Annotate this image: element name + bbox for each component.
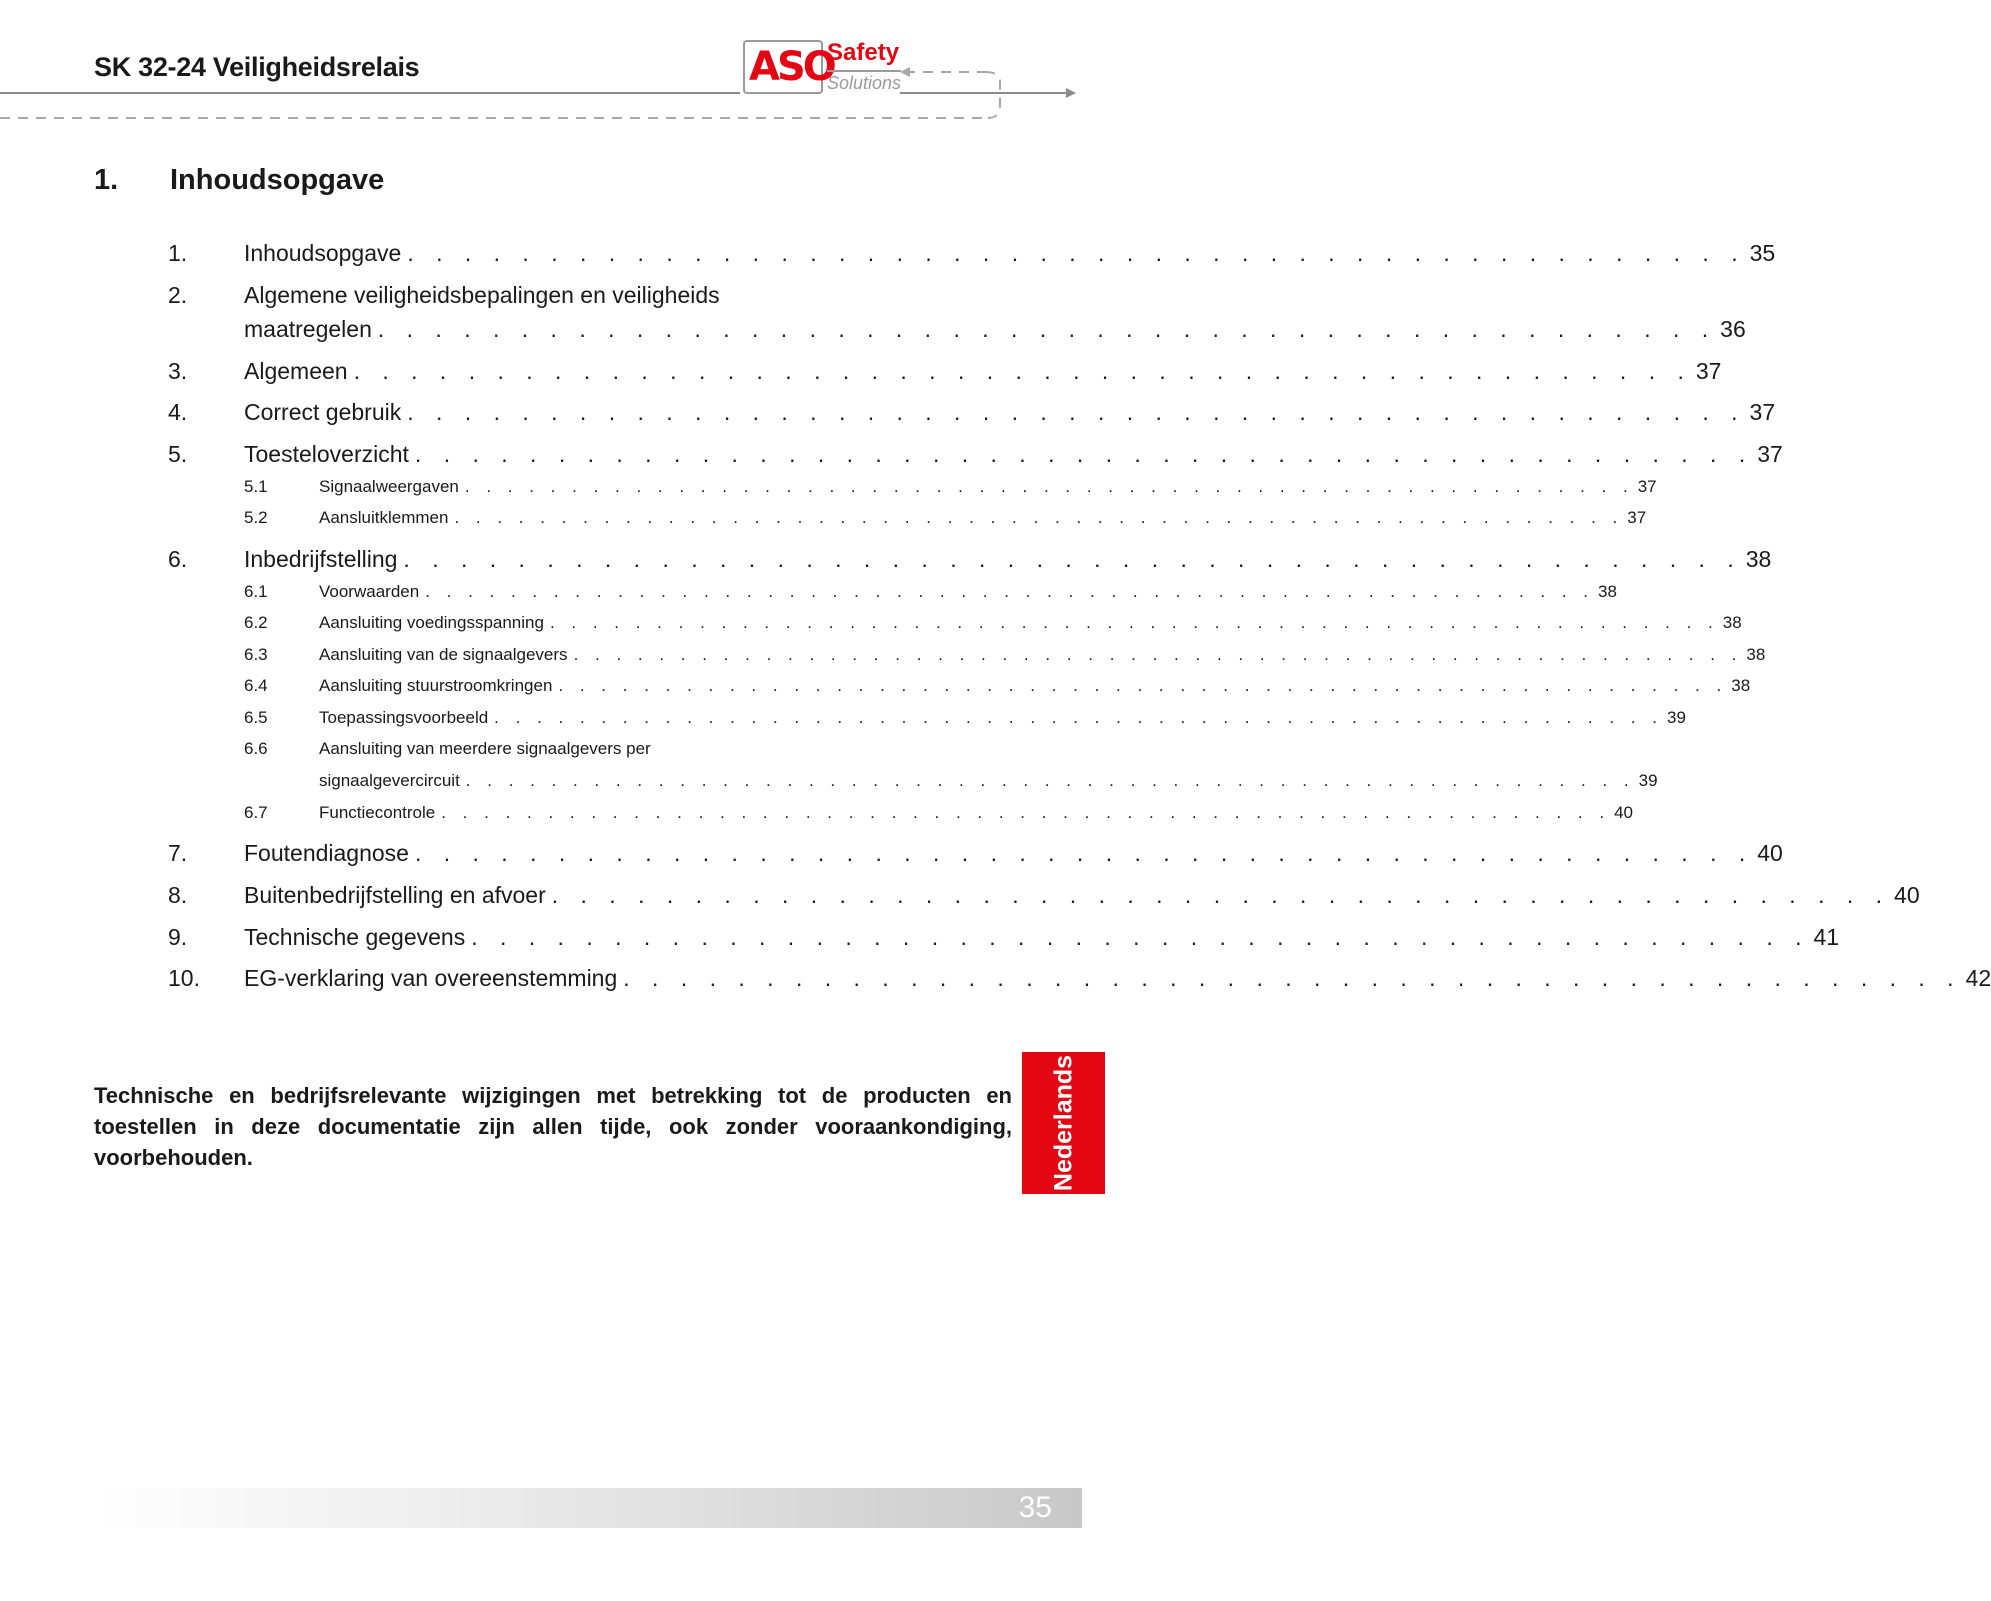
toc-number: 6.7 <box>244 803 268 822</box>
dot-leader: . . . . . . . . . . . . . . . . . . . . . . . . . . . . . . . . . . . . . . . . . . . . . . . . . . . . . . . <box>441 803 1611 822</box>
dot-leader: . . . . . . . . . . . . . . . . . . . . . . . . . . . . . . . . . . . . . . . . . . . . . . . <box>407 240 1746 266</box>
toc-entry[interactable] <box>0 838 1783 868</box>
toc-title: Toesteloverzicht <box>244 441 409 467</box>
dot-leader: . . . . . . . . . . . . . . . . . . . . . . . . . . . . . . . . . . . . . . . . . . . . . . . <box>414 840 1754 866</box>
toc-page: 37 <box>1757 441 1783 467</box>
toc-number: 8. <box>168 882 188 908</box>
toc-title: Aansluiting voedingsspanning <box>319 613 544 632</box>
toc-title: Inbedrijfstelling <box>244 546 398 572</box>
dot-leader: . . . . . . . . . . . . . . . . . . . . . . . . . . . . . . . . . . . . . . . . . . . . . . . <box>471 924 1810 950</box>
toc-number: 5. <box>168 441 188 467</box>
dot-leader: . . . . . . . . . . . . . . . . . . . . . . . . . . . . . . . . . . . . . . . . . . . . . . . . . . . . . . . <box>464 477 1634 496</box>
toc-subentry[interactable] <box>0 611 1742 635</box>
dot-leader: . . . . . . . . . . . . . . . . . . . . . . . . . . . . . . . . . . . . . . . . . . . . . . . <box>377 316 1717 342</box>
toc-title: Functiecontrole <box>319 803 436 822</box>
toc-number: 9. <box>168 924 188 950</box>
toc-number: 6.6 <box>244 739 268 758</box>
toc-entry[interactable] <box>0 880 1920 910</box>
toc-title: Foutendiagnose <box>244 840 409 866</box>
toc-number: 5.2 <box>244 508 268 527</box>
toc-page: 37 <box>1695 358 1722 384</box>
toc-number: 6.3 <box>244 645 268 664</box>
footer-bar <box>95 1488 1082 1528</box>
toc-title: Aansluiting van de signaalgevers <box>319 645 568 664</box>
toc-title: Voorwaarden <box>319 582 420 601</box>
dot-leader: . . . . . . . . . . . . . . . . . . . . . . . . . . . . . . . . . . . . . . . . . . . . . . . <box>414 441 1754 467</box>
toc-subentry[interactable] <box>0 643 1766 667</box>
toc-entry[interactable] <box>0 963 1991 993</box>
toc-subentry[interactable] <box>0 506 1647 530</box>
toc-title: Toepassingsvoorbeeld <box>319 708 489 727</box>
logo-solutions-text: Solutions <box>827 70 901 93</box>
dot-leader: . . . . . . . . . . . . . . . . . . . . . . . . . . . . . . . . . . . . . . . . . . . . . . . . . . . . . . . <box>454 508 1624 527</box>
toc-number: 2. <box>168 282 188 308</box>
toc-page: 40 <box>1894 882 1920 908</box>
toc-title: Algemeen <box>244 358 348 384</box>
page-number: 35 <box>1018 1491 1052 1524</box>
toc-page: 38 <box>1746 645 1766 664</box>
section-title: Inhoudsopgave <box>170 164 385 196</box>
toc-entry[interactable] <box>0 397 1776 427</box>
dot-leader: . . . . . . . . . . . . . . . . . . . . . . . . . . . . . . . . . . . . . . . . . . . . . . . . . . . . . . . <box>465 771 1635 790</box>
toc-page: 38 <box>1722 613 1742 632</box>
toc-page: 42 <box>1965 965 1991 991</box>
toc-page: 38 <box>1598 582 1617 601</box>
toc-subentry[interactable] <box>0 674 1751 698</box>
toc-title-continued: maatregelen <box>244 316 372 342</box>
toc-subentry[interactable] <box>0 706 1686 730</box>
toc-title: Correct gebruik <box>244 399 402 425</box>
toc-title: Buitenbedrijfstelling en afvoer <box>244 882 546 908</box>
section-number: 1. <box>94 164 119 196</box>
toc-page: 35 <box>1749 240 1776 266</box>
document-title: SK 32-24 Veiligheidsrelais <box>94 52 420 82</box>
toc-title: Aansluiting stuurstroomkringen <box>319 676 553 695</box>
toc-number: 3. <box>168 358 188 384</box>
logo-safety-text: Safety <box>827 39 900 66</box>
toc-title: Inhoudsopgave <box>244 240 402 266</box>
dot-leader: . . . . . . . . . . . . . . . . . . . . . . . . . . . . . . . . . . . . . . . . . . . . . . . . . . . . . . . <box>573 645 1743 664</box>
toc-subentry[interactable] <box>0 801 1633 825</box>
toc-number: 6.5 <box>244 708 268 727</box>
dot-leader: . . . . . . . . . . . . . . . . . . . . . . . . . . . . . . . . . . . . . . . . . . . . . . . <box>551 882 1891 908</box>
dot-leader: . . . . . . . . . . . . . . . . . . . . . . . . . . . . . . . . . . . . . . . . . . . . . . . <box>407 399 1746 425</box>
toc-entry[interactable] <box>0 238 1776 268</box>
toc-number: 4. <box>168 399 188 425</box>
dot-leader: . . . . . . . . . . . . . . . . . . . . . . . . . . . . . . . . . . . . . . . . . . . . . . . <box>403 546 1742 572</box>
dot-leader: . . . . . . . . . . . . . . . . . . . . . . . . . . . . . . . . . . . . . . . . . . . . . . . <box>623 965 1962 991</box>
toc-page: 40 <box>1614 803 1633 822</box>
toc-number: 6.2 <box>244 613 268 632</box>
dot-leader: . . . . . . . . . . . . . . . . . . . . . . . . . . . . . . . . . . . . . . . . . . . . . . . <box>353 358 1692 384</box>
disclaimer-notice: Technische en bedrijfsrelevante wijzigingen met betrekking tot de producten en toestellen in deze documentatie zijn allen tijde, ook zonder vooraankondiging, voorbehouden. <box>94 1083 1012 1170</box>
toc-entry[interactable] <box>0 356 1722 386</box>
toc-title: Signaalweergaven <box>319 477 459 496</box>
toc-page: 40 <box>1757 840 1783 866</box>
toc-page: 39 <box>1638 771 1658 790</box>
toc-number: 7. <box>168 840 188 866</box>
toc-title: Algemene veiligheidsbepalingen en veiligheids <box>244 282 720 308</box>
language-tab-label: Nederlands <box>1049 1054 1077 1192</box>
toc-entry[interactable] <box>0 922 1840 952</box>
aso-logo-text: ASO <box>749 44 834 90</box>
dot-leader: . . . . . . . . . . . . . . . . . . . . . . . . . . . . . . . . . . . . . . . . . . . . . . . . . . . . . . . <box>549 613 1719 632</box>
toc-number: 6. <box>168 546 188 572</box>
toc-page: 41 <box>1813 924 1840 950</box>
toc-number: 6.1 <box>244 582 268 601</box>
toc-number: 5.1 <box>244 477 268 496</box>
toc-page: 38 <box>1731 676 1751 695</box>
dot-leader: . . . . . . . . . . . . . . . . . . . . . . . . . . . . . . . . . . . . . . . . . . . . . . . . . . . . . . . <box>425 582 1595 601</box>
toc-title-continued: signaalgevercircuit <box>319 771 460 790</box>
toc-number: 1. <box>168 240 188 266</box>
toc-entry[interactable] <box>0 280 1746 342</box>
toc-entry[interactable] <box>0 544 1772 574</box>
toc-page: 37 <box>1637 477 1657 496</box>
toc-page: 36 <box>1720 316 1746 342</box>
toc-title: Aansluiting van meerdere signaalgevers per <box>319 739 651 758</box>
toc-title: Technische gegevens <box>244 924 466 950</box>
dot-leader: . . . . . . . . . . . . . . . . . . . . . . . . . . . . . . . . . . . . . . . . . . . . . . . . . . . . . . . <box>558 676 1728 695</box>
toc-subentry[interactable] <box>0 737 1658 790</box>
toc-entry[interactable] <box>0 439 1783 469</box>
toc-page: 38 <box>1745 546 1772 572</box>
toc-page: 37 <box>1749 399 1776 425</box>
toc-page: 39 <box>1667 708 1686 727</box>
toc-page: 37 <box>1627 508 1647 527</box>
language-tab <box>1022 1052 1105 1194</box>
toc-subentry[interactable] <box>0 580 1617 604</box>
toc-title: EG-verklaring van overeenstemming <box>244 965 618 991</box>
toc-title: Aansluitklemmen <box>319 508 449 527</box>
toc-number: 6.4 <box>244 676 268 695</box>
toc-number: 10. <box>168 965 200 991</box>
toc-subentry[interactable] <box>0 475 1657 499</box>
dot-leader: . . . . . . . . . . . . . . . . . . . . . . . . . . . . . . . . . . . . . . . . . . . . . . . . . . . . . . . <box>494 708 1663 727</box>
